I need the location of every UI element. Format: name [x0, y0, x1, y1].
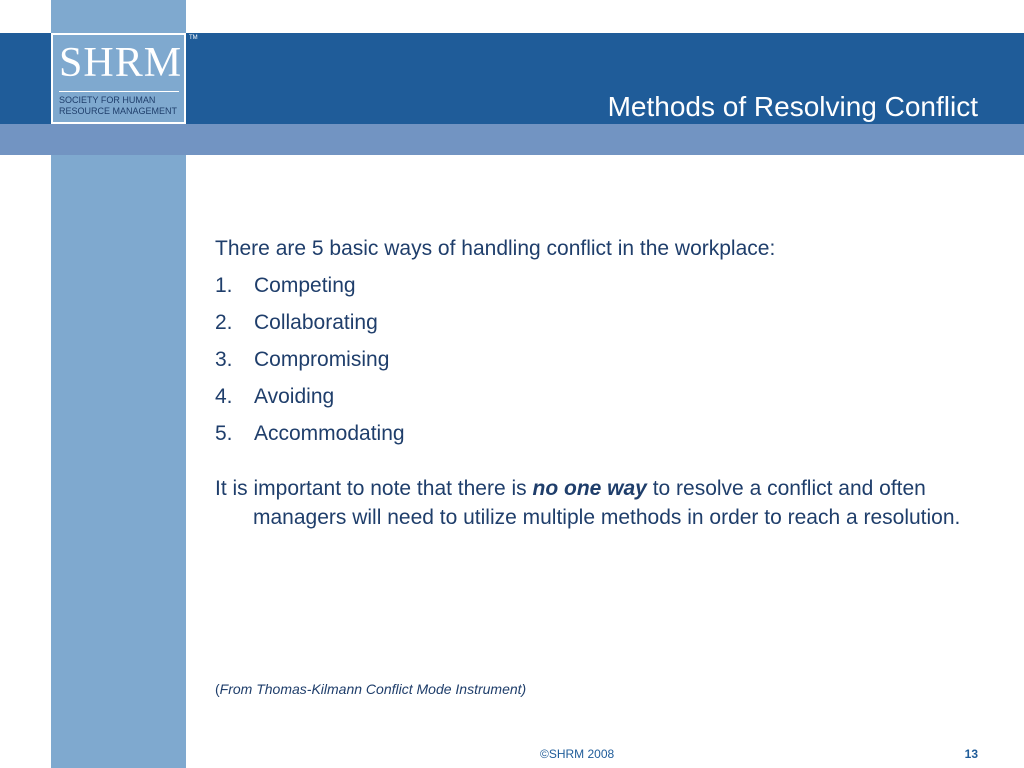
slide-title: Methods of Resolving Conflict — [607, 91, 978, 122]
slide-body — [215, 230, 985, 532]
list-item-label: Accommodating — [254, 422, 405, 445]
logo-subtitle — [59, 95, 183, 117]
logo-trademark: TM — [189, 35, 198, 41]
source-open-paren: ( — [215, 681, 220, 697]
list-item-number: 3. — [215, 348, 233, 371]
footer-copyright: ©SHRM 2008 — [540, 747, 615, 761]
logo-subtitle-line2: RESOURCE MANAGEMENT — [59, 106, 178, 116]
note-text-end: to resolve a conflict and often managers will need to utilize multiple methods in order to reach a resolution. — [253, 477, 961, 529]
note-paragraph — [215, 474, 985, 532]
list-item-number: 1. — [215, 274, 233, 297]
footer-page-number: 13 — [964, 747, 978, 761]
note-text-start: It is important to note that there is — [215, 477, 533, 500]
source-citation — [215, 681, 526, 697]
list-item-number: 5. — [215, 422, 233, 445]
list-item-number: 4. — [215, 385, 233, 408]
list-item-label: Collaborating — [254, 311, 378, 334]
list-item-number: 2. — [215, 311, 233, 334]
list-item-label: Compromising — [254, 348, 390, 371]
header-sub-bar — [0, 124, 1024, 155]
list-item — [215, 267, 985, 304]
logo-box — [53, 35, 198, 122]
intro-text: There are 5 basic ways of handling conflict in the workplace: — [215, 237, 776, 260]
list-item — [215, 341, 985, 378]
list-item — [215, 415, 985, 452]
logo-letters: SHRM — [59, 40, 183, 86]
note-emphasis: no one way — [532, 477, 647, 500]
list-item-label: Competing — [254, 274, 356, 297]
list-item — [215, 304, 985, 341]
logo-subtitle-line1: SOCIETY FOR HUMAN — [59, 95, 156, 105]
method-list — [215, 267, 985, 452]
list-item — [215, 378, 985, 415]
shrm-logo — [51, 33, 198, 124]
source-text: From Thomas-Kilmann Conflict Mode Instrument) — [219, 681, 527, 697]
logo-divider — [59, 91, 179, 92]
list-item-label: Avoiding — [254, 385, 335, 408]
